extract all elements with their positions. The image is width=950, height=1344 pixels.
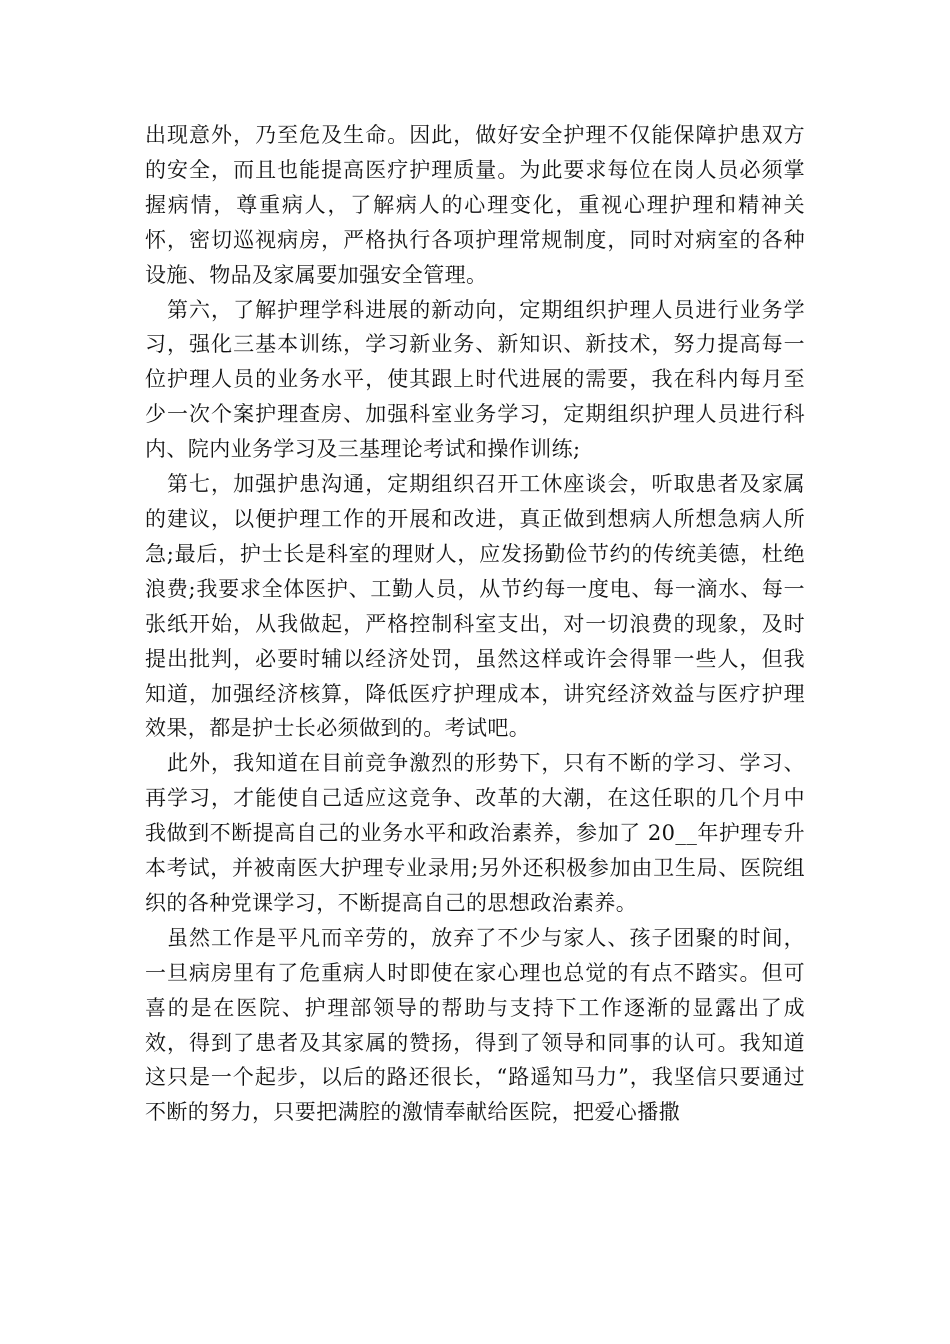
paragraph-3: 第七，加强护患沟通，定期组织召开工休座谈会，听取患者及家属的建议，以便护理工作的开展和改进，真正做到想病人所想急病人所急;最后，护士长是科室的理财人，应发扬勤俭节约的传统美德，杜绝浪费;我要求全体医护、工勤人员，从节约每一度电、每一滴水、每一张纸开始，从我做起，严格控制科室支出，对一切浪费的现象，及时提出批判，必要时辅以经济处罚，虽然这样或许会得罪一些人，但我知道，加强经济核算，降低医疗护理成本，讲究经济效益与医疗护理效果，都是护士长必须做到的。考试吧。: [145, 472, 805, 741]
document-body: [145, 118, 805, 1130]
paragraph-4: 此外，我知道在目前竞争激烈的形势下，只有不断的学习、学习、再学习，才能使自己适应这竞争、改革的大潮，在这任职的几个月中我做到不断提高自己的业务水平和政治素养，参加了 20__年护理专升本考试，并被南医大护理专业录用;另外还积极参加由卫生局、医院组织的各种党课学习，不断提高自己的思想政治素养。: [145, 751, 805, 915]
paragraph-1: 出现意外，乃至危及生命。因此，做好安全护理不仅能保障护患双方的安全，而且也能提高医疗护理质量。为此要求每位在岗人员必须掌握病情，尊重病人，了解病人的心理变化，重视心理护理和精神关怀，密切巡视病房，严格执行各项护理常规制度，同时对病室的各种设施、物品及家属要加强安全管理。: [145, 123, 805, 287]
paragraph-2: 第六，了解护理学科进展的新动向，定期组织护理人员进行业务学习，强化三基本训练，学习新业务、新知识、新技术，努力提高每一位护理人员的业务水平，使其跟上时代进展的需要，我在科内每月至少一次个案护理查房、加强科室业务学习，定期组织护理人员进行科内、院内业务学习及三基理论考试和操作训练;: [145, 297, 805, 462]
paragraph-5: 虽然工作是平凡而辛劳的，放弃了不少与家人、孩子团聚的时间，一旦病房里有了危重病人时即使在家心理也总觉的有点不踏实。但可喜的是在医院、护理部领导的帮助与支持下工作逐渐的显露出了成效，得到了患者及其家属的赞扬，得到了领导和同事的认可。我知道这只是一个起步，以后的路还很长，“路遥知马力”，我坚信只要通过不断的努力，只要把满腔的激情奉献给医院，把爱心播撒: [145, 925, 805, 1125]
